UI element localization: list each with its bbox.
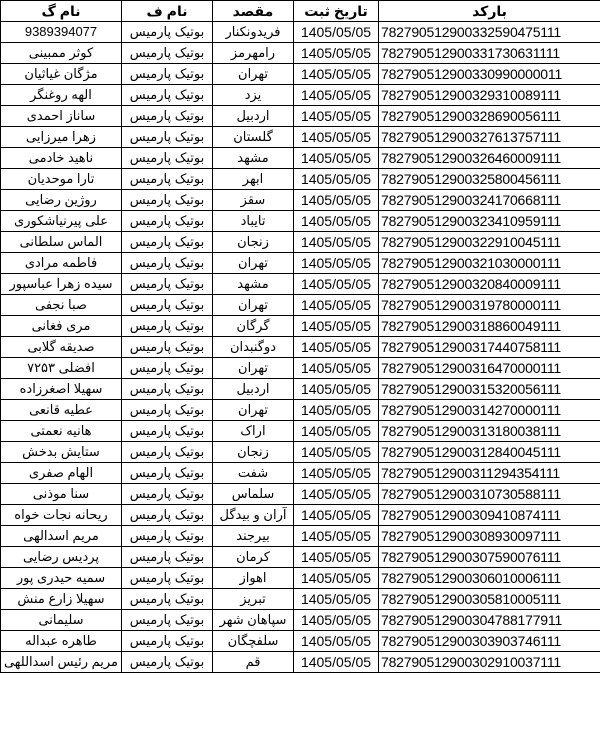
sender-name-cell: بوتیک پارمیس: [122, 631, 213, 652]
registration-date-cell: 1405/05/05: [294, 295, 379, 316]
receiver-name-cell: ناهید خادمی: [1, 148, 122, 169]
table-row: [1, 253, 600, 274]
table-body: [1, 22, 600, 673]
barcode-cell: 782790512900317440758111: [379, 337, 600, 358]
table-row: [1, 211, 600, 232]
destination-cell: سلماس: [213, 484, 294, 505]
sender-name-cell: بوتیک پارمیس: [122, 190, 213, 211]
registration-date-cell: 1405/05/05: [294, 421, 379, 442]
destination-cell: بیرجند: [213, 526, 294, 547]
receiver-name-cell: افضلی ۷۲۵۳: [1, 358, 122, 379]
registration-date-cell: 1405/05/05: [294, 631, 379, 652]
registration-date-cell: 1405/05/05: [294, 106, 379, 127]
destination-cell: سلفچگان: [213, 631, 294, 652]
barcode-cell: 782790512900324170668111: [379, 190, 600, 211]
registration-date-cell: 1405/05/05: [294, 505, 379, 526]
registration-date-cell: 1405/05/05: [294, 127, 379, 148]
table-row: [1, 358, 600, 379]
receiver-name-cell: سمیه حیدری پور: [1, 568, 122, 589]
registration-date-cell: 1405/05/05: [294, 610, 379, 631]
receiver-name-cell: مری فغانی: [1, 316, 122, 337]
destination-cell: فریدونکنار: [213, 22, 294, 43]
receiver-name-cell: پردیس رضایی: [1, 547, 122, 568]
receiver-name-cell: صدیقه گلابی: [1, 337, 122, 358]
header-sender-name: نام ف: [122, 1, 213, 22]
sender-name-cell: بوتیک پارمیس: [122, 232, 213, 253]
receiver-name-cell: سهیلا زارع منش: [1, 589, 122, 610]
registration-date-cell: 1405/05/05: [294, 400, 379, 421]
destination-cell: اهواز: [213, 568, 294, 589]
receiver-name-cell: مریم رئیس اسداللهی: [1, 652, 122, 673]
registration-date-cell: 1405/05/05: [294, 337, 379, 358]
header-receiver-name: نام گ: [1, 1, 122, 22]
table-row: [1, 505, 600, 526]
destination-cell: زنجان: [213, 232, 294, 253]
table-row: [1, 442, 600, 463]
registration-date-cell: 1405/05/05: [294, 22, 379, 43]
destination-cell: ابهر: [213, 169, 294, 190]
destination-cell: مشهد: [213, 274, 294, 295]
barcode-cell: 782790512900330990000011: [379, 64, 600, 85]
registration-date-cell: 1405/05/05: [294, 484, 379, 505]
sender-name-cell: بوتیک پارمیس: [122, 589, 213, 610]
sender-name-cell: بوتیک پارمیس: [122, 22, 213, 43]
sender-name-cell: بوتیک پارمیس: [122, 379, 213, 400]
registration-date-cell: 1405/05/05: [294, 442, 379, 463]
destination-cell: تایباد: [213, 211, 294, 232]
header-barcode: بارکد: [379, 1, 600, 22]
receiver-name-cell: فاطمه مرادی: [1, 253, 122, 274]
table-row: [1, 64, 600, 85]
receiver-name-cell: سهیلا اصغرزاده: [1, 379, 122, 400]
sender-name-cell: بوتیک پارمیس: [122, 547, 213, 568]
sender-name-cell: بوتیک پارمیس: [122, 337, 213, 358]
barcode-cell: 782790512900313180038111: [379, 421, 600, 442]
sender-name-cell: بوتیک پارمیس: [122, 400, 213, 421]
barcode-cell: 782790512900309410874111: [379, 505, 600, 526]
table-row: [1, 232, 600, 253]
barcode-cell: 782790512900307590076111: [379, 547, 600, 568]
registration-date-cell: 1405/05/05: [294, 43, 379, 64]
table-row: [1, 127, 600, 148]
table-row: [1, 148, 600, 169]
table-row: [1, 631, 600, 652]
registration-date-cell: 1405/05/05: [294, 190, 379, 211]
receiver-name-cell: طاهره عبداله: [1, 631, 122, 652]
barcode-cell: 782790512900303903746111: [379, 631, 600, 652]
sender-name-cell: بوتیک پارمیس: [122, 85, 213, 106]
sender-name-cell: بوتیک پارمیس: [122, 106, 213, 127]
registration-date-cell: 1405/05/05: [294, 568, 379, 589]
registration-date-cell: 1405/05/05: [294, 232, 379, 253]
receiver-name-cell: الهه روغنگر: [1, 85, 122, 106]
table-row: [1, 22, 600, 43]
destination-cell: کرمان: [213, 547, 294, 568]
barcode-cell: 782790512900302910037111: [379, 652, 600, 673]
table-row: [1, 526, 600, 547]
sender-name-cell: بوتیک پارمیس: [122, 568, 213, 589]
receiver-name-cell: ساناز احمدی: [1, 106, 122, 127]
sender-name-cell: بوتیک پارمیس: [122, 253, 213, 274]
barcode-cell: 782790512900329310089111: [379, 85, 600, 106]
destination-cell: یزد: [213, 85, 294, 106]
table-row: [1, 274, 600, 295]
barcode-cell: 782790512900305810005111: [379, 589, 600, 610]
sender-name-cell: بوتیک پارمیس: [122, 148, 213, 169]
receiver-name-cell: ستایش بدخش: [1, 442, 122, 463]
sender-name-cell: بوتیک پارمیس: [122, 274, 213, 295]
receiver-name-cell: تارا موحدیان: [1, 169, 122, 190]
registration-date-cell: 1405/05/05: [294, 316, 379, 337]
destination-cell: سقز: [213, 190, 294, 211]
sender-name-cell: بوتیک پارمیس: [122, 127, 213, 148]
destination-cell: سپاهان شهر: [213, 610, 294, 631]
receiver-name-cell: مژگان غیاثیان: [1, 64, 122, 85]
sender-name-cell: بوتیک پارمیس: [122, 43, 213, 64]
barcode-cell: 782790512900331730631111: [379, 43, 600, 64]
destination-cell: تهران: [213, 358, 294, 379]
barcode-cell: 782790512900328690056111: [379, 106, 600, 127]
registration-date-cell: 1405/05/05: [294, 274, 379, 295]
registration-date-cell: 1405/05/05: [294, 85, 379, 106]
registration-date-cell: 1405/05/05: [294, 379, 379, 400]
sender-name-cell: بوتیک پارمیس: [122, 463, 213, 484]
sender-name-cell: بوتیک پارمیس: [122, 505, 213, 526]
table-row: [1, 379, 600, 400]
receiver-name-cell: الماس سلطانی: [1, 232, 122, 253]
receiver-name-cell: سنا موذنی: [1, 484, 122, 505]
sender-name-cell: بوتیک پارمیس: [122, 358, 213, 379]
registration-date-cell: 1405/05/05: [294, 463, 379, 484]
registration-date-cell: 1405/05/05: [294, 253, 379, 274]
receiver-name-cell: مریم اسدالهی: [1, 526, 122, 547]
destination-cell: مشهد: [213, 148, 294, 169]
registration-date-cell: 1405/05/05: [294, 358, 379, 379]
sender-name-cell: بوتیک پارمیس: [122, 295, 213, 316]
table-row: [1, 43, 600, 64]
receiver-name-cell: هانیه نعمتی: [1, 421, 122, 442]
table-row: [1, 463, 600, 484]
registration-date-cell: 1405/05/05: [294, 526, 379, 547]
registration-date-cell: 1405/05/05: [294, 652, 379, 673]
barcode-cell: 782790512900318860049111: [379, 316, 600, 337]
destination-cell: آران و بیدگل: [213, 505, 294, 526]
barcode-cell: 782790512900304788177911: [379, 610, 600, 631]
barcode-cell: 782790512900315320056111: [379, 379, 600, 400]
table-row: [1, 169, 600, 190]
table-row: [1, 400, 600, 421]
sender-name-cell: بوتیک پارمیس: [122, 316, 213, 337]
barcode-cell: 782790512900322910045111: [379, 232, 600, 253]
destination-cell: تهران: [213, 253, 294, 274]
table-row: [1, 484, 600, 505]
receiver-name-cell: صبا نجفی: [1, 295, 122, 316]
table-row: [1, 652, 600, 673]
table-row: [1, 295, 600, 316]
destination-cell: تهران: [213, 64, 294, 85]
receiver-name-cell: زهرا میرزایی: [1, 127, 122, 148]
destination-cell: زنجان: [213, 442, 294, 463]
registration-date-cell: 1405/05/05: [294, 211, 379, 232]
destination-cell: تهران: [213, 295, 294, 316]
barcode-cell: 782790512900321030000111: [379, 253, 600, 274]
sender-name-cell: بوتیک پارمیس: [122, 526, 213, 547]
destination-cell: اردبیل: [213, 106, 294, 127]
registration-date-cell: 1405/05/05: [294, 169, 379, 190]
receiver-name-cell: کوثر ممبینی: [1, 43, 122, 64]
destination-cell: گرگان: [213, 316, 294, 337]
registration-date-cell: 1405/05/05: [294, 589, 379, 610]
table-row: [1, 589, 600, 610]
receiver-name-cell: روژین رضایی: [1, 190, 122, 211]
table-row: [1, 421, 600, 442]
receiver-name-cell: الهام صفری: [1, 463, 122, 484]
sender-name-cell: بوتیک پارمیس: [122, 652, 213, 673]
barcode-cell: 782790512900312840045111: [379, 442, 600, 463]
registration-date-cell: 1405/05/05: [294, 148, 379, 169]
barcode-cell: 782790512900308930097111: [379, 526, 600, 547]
barcode-cell: 782790512900306010006111: [379, 568, 600, 589]
sender-name-cell: بوتیک پارمیس: [122, 211, 213, 232]
registration-date-cell: 1405/05/05: [294, 547, 379, 568]
destination-cell: اردبیل: [213, 379, 294, 400]
barcode-cell: 782790512900311294354111: [379, 463, 600, 484]
receiver-name-cell: علی پیرنیاشکوری: [1, 211, 122, 232]
table-row: [1, 190, 600, 211]
destination-cell: اراک: [213, 421, 294, 442]
barcode-cell: 782790512900325800456111: [379, 169, 600, 190]
destination-cell: رامهرمز: [213, 43, 294, 64]
destination-cell: گلستان: [213, 127, 294, 148]
header-destination: مقصد: [213, 1, 294, 22]
table-row: [1, 337, 600, 358]
table-row: [1, 316, 600, 337]
table-header: [1, 1, 600, 22]
barcode-cell: 782790512900327613757111: [379, 127, 600, 148]
sender-name-cell: بوتیک پارمیس: [122, 169, 213, 190]
sender-name-cell: بوتیک پارمیس: [122, 442, 213, 463]
header-row: [1, 1, 600, 22]
table-row: [1, 85, 600, 106]
receiver-name-cell: 9389394077: [1, 22, 122, 43]
destination-cell: قم: [213, 652, 294, 673]
barcode-cell: 782790512900320840009111: [379, 274, 600, 295]
header-registration-date: تاریخ ثبت: [294, 1, 379, 22]
sender-name-cell: بوتیک پارمیس: [122, 421, 213, 442]
barcode-cell: 782790512900332590475111: [379, 22, 600, 43]
sender-name-cell: بوتیک پارمیس: [122, 64, 213, 85]
sender-name-cell: بوتیک پارمیس: [122, 484, 213, 505]
barcode-cell: 782790512900319780000111: [379, 295, 600, 316]
receiver-name-cell: سیده زهرا عباسپور: [1, 274, 122, 295]
barcode-cell: 782790512900326460009111: [379, 148, 600, 169]
barcode-cell: 782790512900310730588111: [379, 484, 600, 505]
registration-date-cell: 1405/05/05: [294, 64, 379, 85]
receiver-name-cell: ریحانه نجات خواه: [1, 505, 122, 526]
receiver-name-cell: سلیمانی: [1, 610, 122, 631]
destination-cell: شفت: [213, 463, 294, 484]
barcode-cell: 782790512900323410959111: [379, 211, 600, 232]
destination-cell: تهران: [213, 400, 294, 421]
table-row: [1, 106, 600, 127]
table-row: [1, 568, 600, 589]
barcode-cell: 782790512900316470000111: [379, 358, 600, 379]
receiver-name-cell: عطیه قانعی: [1, 400, 122, 421]
sender-name-cell: بوتیک پارمیس: [122, 610, 213, 631]
barcode-cell: 782790512900314270000111: [379, 400, 600, 421]
destination-cell: تبریز: [213, 589, 294, 610]
table-row: [1, 547, 600, 568]
table-row: [1, 610, 600, 631]
destination-cell: دوگنبدان: [213, 337, 294, 358]
